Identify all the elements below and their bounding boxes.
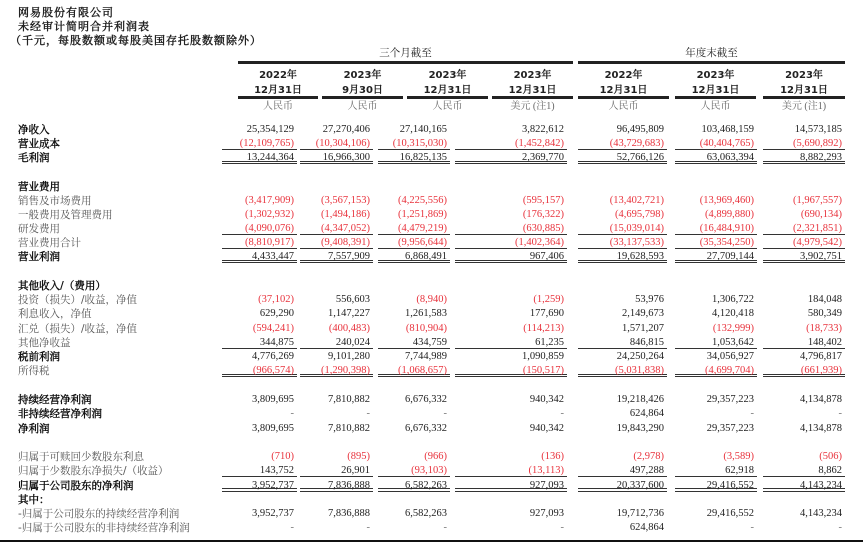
value-cell: (595,157)	[522, 195, 564, 206]
value-cell: 29,357,223	[706, 423, 754, 434]
table-row	[0, 393, 863, 407]
column-year: 2023年	[513, 70, 552, 81]
value-cell: -	[750, 522, 754, 533]
value-cell: 24,250,264	[616, 351, 664, 362]
value-cell: (12,109,765)	[222, 137, 297, 150]
group-year: 年度末截至	[578, 46, 845, 64]
value-cell: -	[838, 522, 842, 533]
value-cell: 344,875	[222, 336, 297, 349]
value-cell: (176,322)	[522, 209, 564, 220]
table-row	[0, 507, 863, 521]
table-row	[0, 407, 863, 421]
row-label: 非持续经营净利润	[18, 408, 102, 420]
value-cell: (1,068,657)	[378, 364, 450, 377]
value-cell: (10,304,106)	[300, 137, 373, 150]
value-cell: 62,918	[675, 464, 757, 477]
table-row	[0, 151, 863, 165]
table-row	[0, 336, 863, 350]
value-cell: 4,134,878	[800, 394, 842, 405]
table-row	[0, 222, 863, 236]
value-cell: (1,452,842)	[455, 137, 567, 150]
row-label: 一般费用及管理费用	[18, 209, 113, 221]
value-cell: 1,261,583	[405, 308, 447, 319]
value-cell: 19,628,593	[578, 250, 667, 263]
value-cell: (506)	[819, 451, 842, 462]
value-cell: (810,904)	[405, 323, 447, 334]
value-cell: (40,404,765)	[675, 137, 757, 150]
value-cell: 240,024	[300, 336, 373, 349]
value-cell: -	[560, 522, 564, 533]
value-cell: 556,603	[335, 294, 370, 305]
value-cell: -	[838, 408, 842, 419]
value-cell: (1,259)	[533, 294, 564, 305]
value-cell: (3,567,153)	[321, 195, 370, 206]
value-cell: 26,901	[300, 464, 373, 477]
value-cell: -	[443, 522, 447, 533]
row-label: 投资（损失）/收益，净值	[18, 294, 138, 306]
value-cell: 19,712,736	[616, 508, 664, 519]
table-row	[0, 521, 863, 535]
row-label: 净利润	[18, 423, 50, 435]
value-cell: (150,517)	[455, 364, 567, 377]
table-row	[0, 194, 863, 208]
group-quarter: 三个月截至	[238, 46, 573, 64]
value-cell: (966,574)	[222, 364, 297, 377]
value-cell: (400,483)	[328, 323, 370, 334]
column-date: 9月30日	[322, 81, 403, 99]
table-row	[0, 322, 863, 336]
value-cell: 967,406	[455, 250, 567, 263]
value-cell: 940,342	[529, 394, 564, 405]
value-cell: 27,140,165	[399, 124, 447, 135]
value-cell: 7,810,882	[328, 394, 370, 405]
value-cell: (2,321,851)	[763, 222, 845, 235]
column-currency: 人民币	[263, 101, 293, 112]
table-row	[0, 180, 863, 194]
value-cell: 3,822,612	[522, 124, 564, 135]
value-cell: (132,999)	[712, 323, 754, 334]
column-date: 12月31日	[763, 81, 845, 99]
value-cell: (18,733)	[806, 323, 842, 334]
value-cell: 103,468,159	[701, 124, 754, 135]
table-row	[0, 208, 863, 222]
column-currency: 人民币	[608, 101, 639, 112]
units-note: （千元，每股数额或每股美国存托股数额除外）	[10, 34, 262, 47]
value-cell: (13,113)	[455, 464, 567, 477]
value-cell: (5,031,838)	[578, 364, 667, 377]
value-cell: (710)	[271, 451, 294, 462]
value-cell: (13,402,721)	[609, 195, 664, 206]
value-cell: 13,244,364	[222, 151, 297, 164]
value-cell: (136)	[541, 451, 564, 462]
value-cell: 6,868,491	[378, 250, 450, 263]
row-label: 营业费用	[18, 181, 60, 193]
value-cell: 184,048	[807, 294, 842, 305]
row-label: 其他净收益	[18, 337, 71, 349]
value-cell: 96,495,809	[616, 124, 664, 135]
value-cell: 580,349	[807, 308, 842, 319]
value-cell: 19,843,290	[616, 423, 664, 434]
value-cell: (5,690,892)	[763, 137, 845, 150]
value-cell: (966)	[424, 451, 447, 462]
row-label: 净收入	[18, 124, 50, 136]
value-cell: (4,090,076)	[222, 222, 297, 235]
value-cell: (16,484,910)	[675, 222, 757, 235]
value-cell: -	[560, 408, 564, 419]
value-cell: 1,090,859	[522, 351, 564, 362]
value-cell: (9,956,644)	[378, 236, 450, 249]
value-cell: 9,101,280	[328, 351, 370, 362]
value-cell: 20,337,600	[578, 479, 667, 492]
column-year: 2022年	[604, 70, 643, 81]
value-cell: (3,589)	[723, 451, 754, 462]
value-cell: (8,940)	[416, 294, 447, 305]
value-cell: (4,695,798)	[615, 209, 664, 220]
value-cell: 148,402	[763, 336, 845, 349]
value-cell: 624,864	[629, 408, 664, 419]
value-cell: 7,744,989	[405, 351, 447, 362]
value-cell: (690,134)	[800, 209, 842, 220]
value-cell: (93,103)	[378, 464, 450, 477]
value-cell: 4,143,234	[763, 479, 845, 492]
value-cell: (10,315,030)	[378, 137, 450, 150]
value-cell: 4,134,878	[800, 423, 842, 434]
value-cell: (3,417,909)	[245, 195, 294, 206]
value-cell: (15,039,014)	[578, 222, 667, 235]
row-label: 归属于公司股东的净利润	[18, 480, 134, 492]
value-cell: -	[290, 408, 294, 419]
value-cell: 2,369,770	[455, 151, 567, 164]
table-row	[0, 450, 863, 464]
value-cell: 16,966,300	[300, 151, 373, 164]
column-currency: 人民币	[347, 101, 378, 112]
column-date: 12月31日	[492, 81, 573, 99]
value-cell: 7,557,909	[300, 250, 373, 263]
value-cell: 63,063,394	[675, 151, 757, 164]
value-cell: 27,270,406	[322, 124, 370, 135]
table-row	[0, 137, 863, 151]
value-cell: (13,969,460)	[699, 195, 754, 206]
value-cell: -	[366, 522, 370, 533]
value-cell: (4,479,219)	[378, 222, 450, 235]
value-cell: 434,759	[378, 336, 450, 349]
value-cell: 7,836,888	[300, 479, 373, 492]
row-label: 营业利润	[18, 251, 60, 263]
row-label: 毛利润	[18, 152, 50, 164]
column-date: 12月31日	[675, 81, 756, 99]
value-cell: (4,347,052)	[300, 222, 373, 235]
column-currency: 人民币	[700, 101, 731, 112]
row-label: -归属于公司股东的非持续经营净利润	[18, 522, 190, 534]
value-cell: 1,306,722	[712, 294, 754, 305]
value-cell: 3,952,737	[222, 479, 297, 492]
value-cell: (1,494,186)	[321, 209, 370, 220]
value-cell: 6,582,263	[405, 508, 447, 519]
value-cell: (43,729,683)	[578, 137, 667, 150]
value-cell: (4,225,556)	[398, 195, 447, 206]
value-cell: 7,836,888	[328, 508, 370, 519]
column-currency: 人民币	[432, 101, 463, 112]
value-cell: 1,147,227	[328, 308, 370, 319]
statement-title: 未经审计简明合并利润表	[18, 20, 150, 33]
value-cell: 14,573,185	[794, 124, 842, 135]
value-cell: 4,776,269	[252, 351, 294, 362]
value-cell: 846,815	[578, 336, 667, 349]
row-label: 归属于少数股东净损失/（收益）	[18, 465, 169, 477]
row-label: 利息收入，净值	[18, 308, 92, 320]
column-year: 2023年	[428, 70, 467, 81]
value-cell: (114,213)	[523, 323, 564, 334]
value-cell: 52,766,126	[578, 151, 667, 164]
value-cell: 4,796,817	[800, 351, 842, 362]
value-cell: 1,571,207	[622, 323, 664, 334]
column-date: 12月31日	[407, 81, 488, 99]
value-cell: (8,810,917)	[222, 236, 297, 249]
value-cell: 927,093	[529, 508, 564, 519]
column-date: 12月31日	[578, 81, 669, 99]
column-year: 2023年	[696, 70, 735, 81]
value-cell: 25,354,129	[246, 124, 294, 135]
row-label: 持续经营净利润	[18, 394, 92, 406]
table-row	[0, 422, 863, 436]
value-cell: -	[366, 408, 370, 419]
value-cell: 19,218,426	[616, 394, 664, 405]
value-cell: (661,939)	[763, 364, 845, 377]
value-cell: (630,885)	[455, 222, 567, 235]
table-row	[0, 350, 863, 364]
value-cell: (895)	[347, 451, 370, 462]
value-cell: -	[750, 408, 754, 419]
value-cell: (4,699,704)	[675, 364, 757, 377]
row-label: 营业成本	[18, 138, 60, 150]
column-year: 2023年	[343, 70, 382, 81]
row-label: 销售及市场费用	[18, 195, 92, 207]
value-cell: 6,676,332	[405, 423, 447, 434]
bottom-rule	[0, 540, 863, 542]
table-row	[0, 279, 863, 293]
value-cell: 624,864	[629, 522, 664, 533]
value-cell: 3,809,695	[252, 423, 294, 434]
value-cell: 7,810,882	[328, 423, 370, 434]
table-row	[0, 464, 863, 478]
value-cell: 940,342	[529, 423, 564, 434]
value-cell: 6,582,263	[378, 479, 450, 492]
value-cell: 8,882,293	[763, 151, 845, 164]
row-label: 其他收入/（费用）	[18, 280, 106, 292]
table-row	[0, 479, 863, 493]
column-currency: 美元 (注1)	[781, 101, 827, 112]
value-cell: 27,709,144	[675, 250, 757, 263]
value-cell: (35,354,250)	[675, 236, 757, 249]
value-cell: (4,979,542)	[763, 236, 845, 249]
value-cell: 629,290	[259, 308, 294, 319]
value-cell: 34,056,927	[706, 351, 754, 362]
value-cell: (1,290,398)	[300, 364, 373, 377]
row-label: 所得税	[18, 365, 50, 377]
table-row	[0, 493, 863, 507]
value-cell: 61,235	[455, 336, 567, 349]
row-label: -归属于公司股东的持续经营净利润	[18, 508, 180, 520]
row-label: 营业费用合计	[18, 237, 81, 249]
value-cell: -	[290, 522, 294, 533]
value-cell: -	[443, 408, 447, 419]
company-name: 网易股份有限公司	[18, 6, 114, 19]
value-cell: 177,690	[529, 308, 564, 319]
value-cell: 4,143,234	[800, 508, 842, 519]
value-cell: 2,149,673	[622, 308, 664, 319]
value-cell: 4,433,447	[222, 250, 297, 263]
value-cell: 16,825,135	[378, 151, 450, 164]
value-cell: (9,408,391)	[300, 236, 373, 249]
value-cell: 497,288	[578, 464, 667, 477]
table-row	[0, 250, 863, 264]
value-cell: (1,402,364)	[455, 236, 567, 249]
value-cell: (4,899,880)	[705, 209, 754, 220]
value-cell: 3,902,751	[763, 250, 845, 263]
column-currency: 美元 (注1)	[510, 101, 555, 112]
table-row	[0, 236, 863, 250]
value-cell: (1,251,869)	[398, 209, 447, 220]
row-label: 汇兑（损失）/收益，净值	[18, 323, 138, 335]
value-cell: 6,676,332	[405, 394, 447, 405]
value-cell: 3,952,737	[252, 508, 294, 519]
value-cell: 143,752	[222, 464, 297, 477]
value-cell: 8,862	[763, 464, 845, 477]
value-cell: 3,809,695	[252, 394, 294, 405]
value-cell: 29,416,552	[706, 508, 754, 519]
value-cell: 4,120,418	[712, 308, 754, 319]
value-cell: 29,416,552	[675, 479, 757, 492]
value-cell: 1,053,642	[675, 336, 757, 349]
value-cell: (2,978)	[633, 451, 664, 462]
row-label: 税前利润	[18, 351, 60, 363]
value-cell: 53,976	[635, 294, 664, 305]
column-date: 12月31日	[238, 81, 318, 99]
column-year: 2022年	[259, 70, 297, 81]
row-label: 研发费用	[18, 223, 60, 235]
row-label: 归属于可赎回少数股东利息	[18, 451, 144, 463]
table-row	[0, 123, 863, 137]
value-cell: (37,102)	[258, 294, 294, 305]
value-cell: (33,137,533)	[578, 236, 667, 249]
row-label: 其中：	[18, 494, 50, 506]
value-cell: (1,967,557)	[793, 195, 842, 206]
value-cell: 29,357,223	[706, 394, 754, 405]
table-row	[0, 307, 863, 321]
table-row	[0, 293, 863, 307]
value-cell: 927,093	[455, 479, 567, 492]
value-cell: (1,302,932)	[245, 209, 294, 220]
value-cell: (594,241)	[252, 323, 294, 334]
table-row	[0, 364, 863, 378]
column-year: 2023年	[785, 70, 823, 81]
